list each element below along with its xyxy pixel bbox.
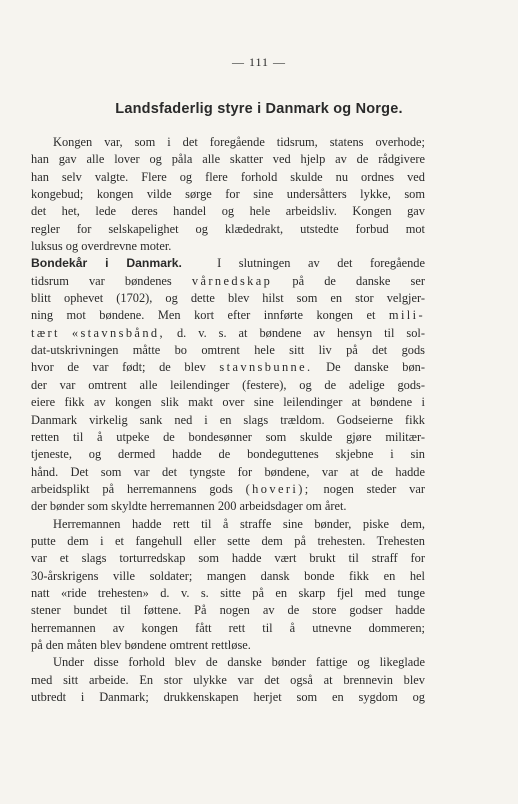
text-fragment: arbeidsplikt på herremannens gods bbox=[31, 481, 233, 496]
text-line: herremannen av kongen fått rett til å utnevne dommeren; bbox=[31, 620, 425, 635]
text-line: hånd. Det som var det tyngste for bøndene, var at de hadde bbox=[31, 464, 425, 479]
text-line bbox=[31, 481, 425, 498]
text-line bbox=[31, 255, 425, 272]
text-line: putte dem i et fangehull eller sette dem på trehesten. Trehesten bbox=[31, 533, 425, 548]
body-text bbox=[31, 134, 425, 706]
text-fragment: I slutningen av det foregående bbox=[217, 256, 425, 271]
spaced-word: «stavnsbånd, bbox=[71, 325, 166, 340]
spaced-word: (hoveri); bbox=[245, 481, 311, 496]
text-line: eiere fikk av kongen slik makt over sine leilendinger at bøndene i bbox=[31, 395, 425, 410]
text-fragment: på de danske ser bbox=[292, 273, 425, 288]
text-line: 30-årskrigens ville soldater; mangen dansk bonde fikk en hel bbox=[31, 568, 425, 583]
spaced-word: tært bbox=[31, 325, 60, 340]
text-line: kongebud; kongen vilde sørge for sine undersåtters lykke, som bbox=[31, 187, 425, 202]
text-line: på den måten blev bøndene omtrent rettløse. bbox=[31, 637, 251, 652]
text-line: Danmark virkelig sank ned i en slags trældom. Godseierne fikk bbox=[31, 412, 425, 427]
text-line: Under disse forhold blev de danske bønder fattige og likeglade bbox=[53, 655, 425, 670]
text-line: dat-utskrivningen måtte bo omtrent hele sitt liv på det gods bbox=[31, 343, 425, 358]
spaced-word: stavnsbunne. bbox=[219, 360, 313, 375]
text-line: Kongen var, som i det foregående tidsrum, statens overhode; bbox=[53, 135, 425, 149]
text-line: tjeneste, og dermed hadde de bondeguttenes skjebne i sin bbox=[31, 447, 425, 462]
text-line: blitt ophevet (1702), og dette blev hilst som en stor velgjer- bbox=[31, 291, 425, 306]
text-line: retten til å utpeke de bondesønner som skulde gjøre militær- bbox=[31, 429, 425, 444]
text-line bbox=[31, 273, 425, 290]
text-line: utbredt i Danmark; drukkenskapen herjet som en sygdom og bbox=[31, 690, 425, 704]
text-line: natt «ride trehesten» d. v. s. sitte på en skarp fjel med tunge bbox=[31, 585, 425, 600]
text-line: det het, lede deres handel og hele arbeidsliv. Kongen gav bbox=[31, 204, 425, 219]
text-line: var et slags torturredskap som hadde vært brukt til straff for bbox=[31, 551, 425, 566]
text-line: han gav alle lover og påla alle skatter ved hjelp av de rådgivere bbox=[31, 152, 425, 167]
text-line: Herremannen hadde rett til å straffe sine bønder, piske dem, bbox=[53, 516, 425, 531]
text-fragment: d. v. s. at bøndene av hensyn til sol- bbox=[176, 325, 425, 340]
text-line bbox=[31, 359, 425, 376]
text-fragment: tidsrum var bøndenes bbox=[31, 273, 172, 288]
text-line: luksus og overdrevne moter. bbox=[31, 239, 172, 254]
spaced-word: mili- bbox=[388, 308, 425, 323]
text-fragment: ning mot bøndene. Men kort efter innførte kongen et bbox=[31, 308, 376, 323]
text-line: der var omtrent alle leilendinger (festere), og de adelige gods- bbox=[31, 377, 425, 392]
page-number: — 111 — bbox=[231, 55, 287, 69]
text-line: regler for selskapelighet og klædedrakt, utstedte forbud mot bbox=[31, 221, 425, 236]
text-line: med sitt arbeide. En stor ulykke var det også at brennevin blev bbox=[31, 672, 425, 687]
text-line bbox=[31, 325, 425, 342]
text-line bbox=[31, 307, 425, 324]
text-fragment: hvor de var født; de blev bbox=[31, 360, 206, 375]
text-fragment: nogen steder var bbox=[323, 481, 425, 496]
text-line: han selv valgte. Flere og flere forhold skulde nu ordnes ved bbox=[31, 169, 425, 184]
text-line: stener bundet til føttene. På nogen av de store godser hadde bbox=[31, 603, 425, 618]
section-heading: Landsfaderlig styre i Danmark og Norge. bbox=[115, 101, 403, 117]
spaced-word: vårnedskap bbox=[191, 273, 273, 288]
text-fragment: De danske bøn- bbox=[326, 360, 425, 375]
subheading: Bondekår i Danmark. bbox=[31, 256, 182, 271]
text-line: der bønder som skyldte herremannen 200 arbeidsdager om året. bbox=[31, 499, 347, 514]
